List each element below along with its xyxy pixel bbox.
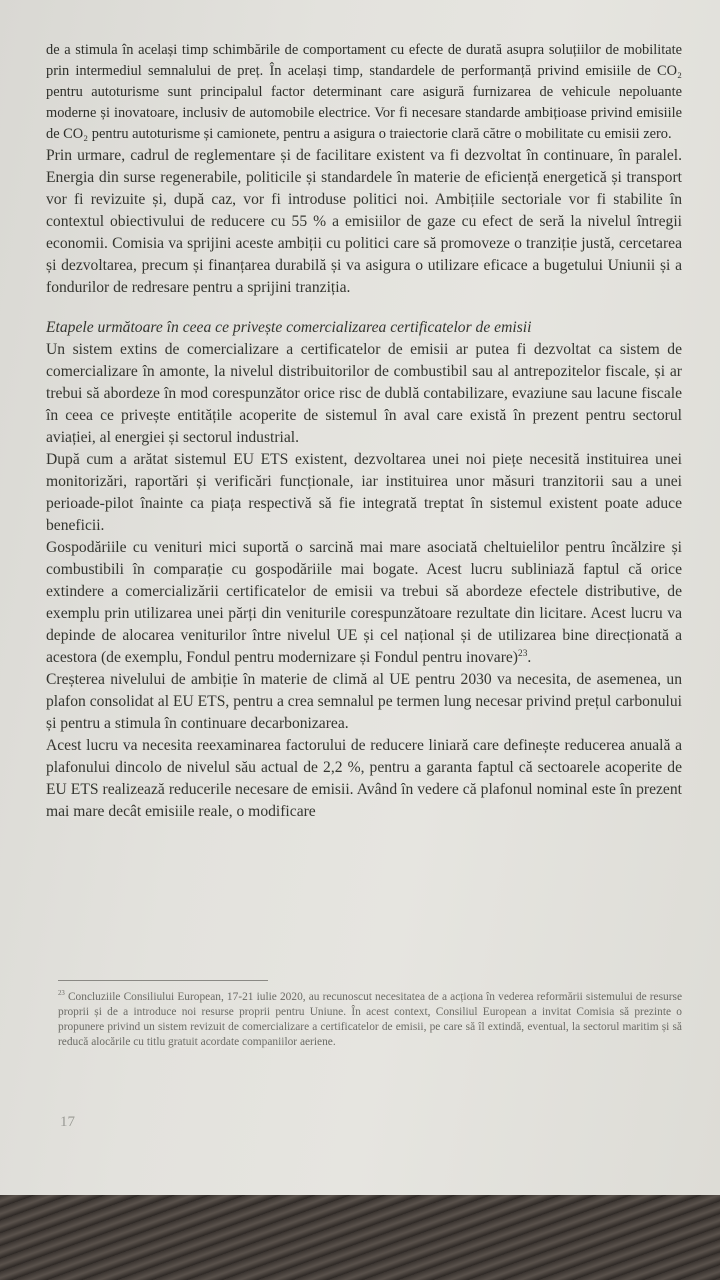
paragraph-monitoring: După cum a arătat sistemul EU ETS existent, dezvoltarea unei noi piețe necesită instituirea unei monitorizări, raportări și verificări funcționale, iar instituirea unor măsuri tranzitorii sau a unei perioade-pilot înainte ca piața respectivă să fie integrată treptat în sistemul existent poate aduce beneficii. xyxy=(46,451,682,534)
footnote-reference: 23 xyxy=(518,648,528,659)
page-number: 17 xyxy=(60,1114,75,1130)
footnote-marker: 23 xyxy=(58,990,65,998)
background-surface xyxy=(0,1195,720,1280)
paragraph-reduction-factor: Acest lucru va necesita reexaminarea factorului de reducere liniară care definește reducerea anuală a plafonului dincolo de nivelul său actual de 2,2 %, pentru a garanta faptul că sectoarele acoperite de EU ETS realizează reducerile necesare de emisii. Având în vedere că plafonul nominal este în prezent mai mare decât emisiile reale, o modificare xyxy=(46,737,682,820)
paragraph-ambition-2030: Creșterea nivelului de ambiție în materie de climă al UE pentru 2030 va necesita, de asemenea, un plafon consolidat al EU ETS, pentru a crea semnalul pe termen lung necesar privind prețul carbonului și pentru a stimula în continuare decarbonizarea. xyxy=(46,671,682,732)
paragraph-households-text: Gospodăriile cu venituri mici suportă o sarcină mai mare asociată cheltuielilor pentru încălzire și combustibili în comparație cu gospodăriile mai bogate. Acest lucru subliniază faptul că orice extindere a comercializării certificatelor de emisii va trebui să abordeze efectele distributive, de exemplu prin utilizarea unei părți din veniturile corespunzătoare rezultate din licitare. Acest lucru va depinde de alocarea veniturilor între nivelul UE și cel național și de utilizarea bine direcționată a acestora (de exemplu, Fondul pentru modernizare și Fondul pentru inovare) xyxy=(46,539,682,666)
page-content xyxy=(46,40,682,823)
footnote-divider xyxy=(58,980,268,981)
paragraph-mobility: de a stimula în același timp schimbările de comportament cu efecte de durată asupra soluțiilor de mobilitate prin intermediul semnalului de preț. În același timp, standardele de performanță privind emisiile de CO₂ pentru autoturisme sunt principalul factor determinant care asigură furnizarea de vehicule nepoluante moderne și inovatoare, inclusiv de automobile electrice. Vor fi necesare standarde ambițioase privind emisiile de CO₂ pentru autoturisme și camionete, pentru a asigura o traiectorie clară către o mobilitate cu emisii zero. xyxy=(46,42,682,142)
paragraph-regulatory-framework: Prin urmare, cadrul de reglementare și de facilitare existent va fi dezvoltat în continuare, în paralel. Energia din surse regenerabile, politicile și standardele în materie de eficiență energetică și transport vor fi revizuite și, după caz, vor fi introduse politici noi. Ambițiile sectoriale vor fi stabilite în contextul obiectivului de reducere cu 55 % a emisiilor de gaze cu efect de seră la nivelul întregii economii. Comisia va sprijini aceste ambiții cu politici care să promoveze o tranziție justă, cercetarea și dezvoltarea, precum și finanțarea durabilă și va asigura o utilizare eficace a bugetului Uniunii și a fondurilor de redresare pentru a sprijini tranziția. xyxy=(46,147,682,296)
footnote-text: Concluziile Consiliului European, 17-21 iulie 2020, au recunoscut necesitatea de a acționa în vederea reformării sistemului de resurse proprii și de a introduce noi resurse proprii pentru Uniune. În acest context, Consiliul European a invitat Comisia să prezinte o propunere privind un sistem revizuit de comercializare a certificatelor de emisii, pe care să îl extindă, eventual, la sectorul maritim și să reducă alocările cu titlu gratuit acordate companiilor aeriene. xyxy=(58,991,682,1048)
footnote xyxy=(58,990,682,1050)
section-heading: Etapele următoare în ceea ce privește comercializarea certificatelor de emisii xyxy=(46,319,532,336)
paragraph-extended-ets: Un sistem extins de comercializare a certificatelor de emisii ar putea fi dezvoltat ca sistem de comercializare în amonte, la nivelul distribuitorilor de combustibil sau al antrepozitelor fiscale, și ar trebui să abordeze în mod corespunzător orice risc de dublă contabilizare, evaziune sau lacune fiscale în ceea ce privește entitățile acoperite de sistemul în aval care există în prezent pentru sectorul aviației, al energiei și sectorul industrial. xyxy=(46,341,682,446)
paragraph-households: Gospodăriile cu venituri mici suportă o sarcină mai mare asociată cheltuielilor pentru încălzire și combustibili în comparație cu gospodăriile mai bogate. Acest lucru subliniază faptul că orice extindere a comercializării certificatelor de emisii va trebui să abordeze efectele distributive, de exemplu prin utilizarea unei părți din veniturile corespunzătoare rezultate din licitare. Acest lucru va depinde de alocarea veniturilor între nivelul UE și cel național și de utilizarea bine direcționată a acestora (de exemplu, Fondul pentru modernizare și Fondul pentru inovare)$^{23}$. xyxy=(46,539,682,666)
